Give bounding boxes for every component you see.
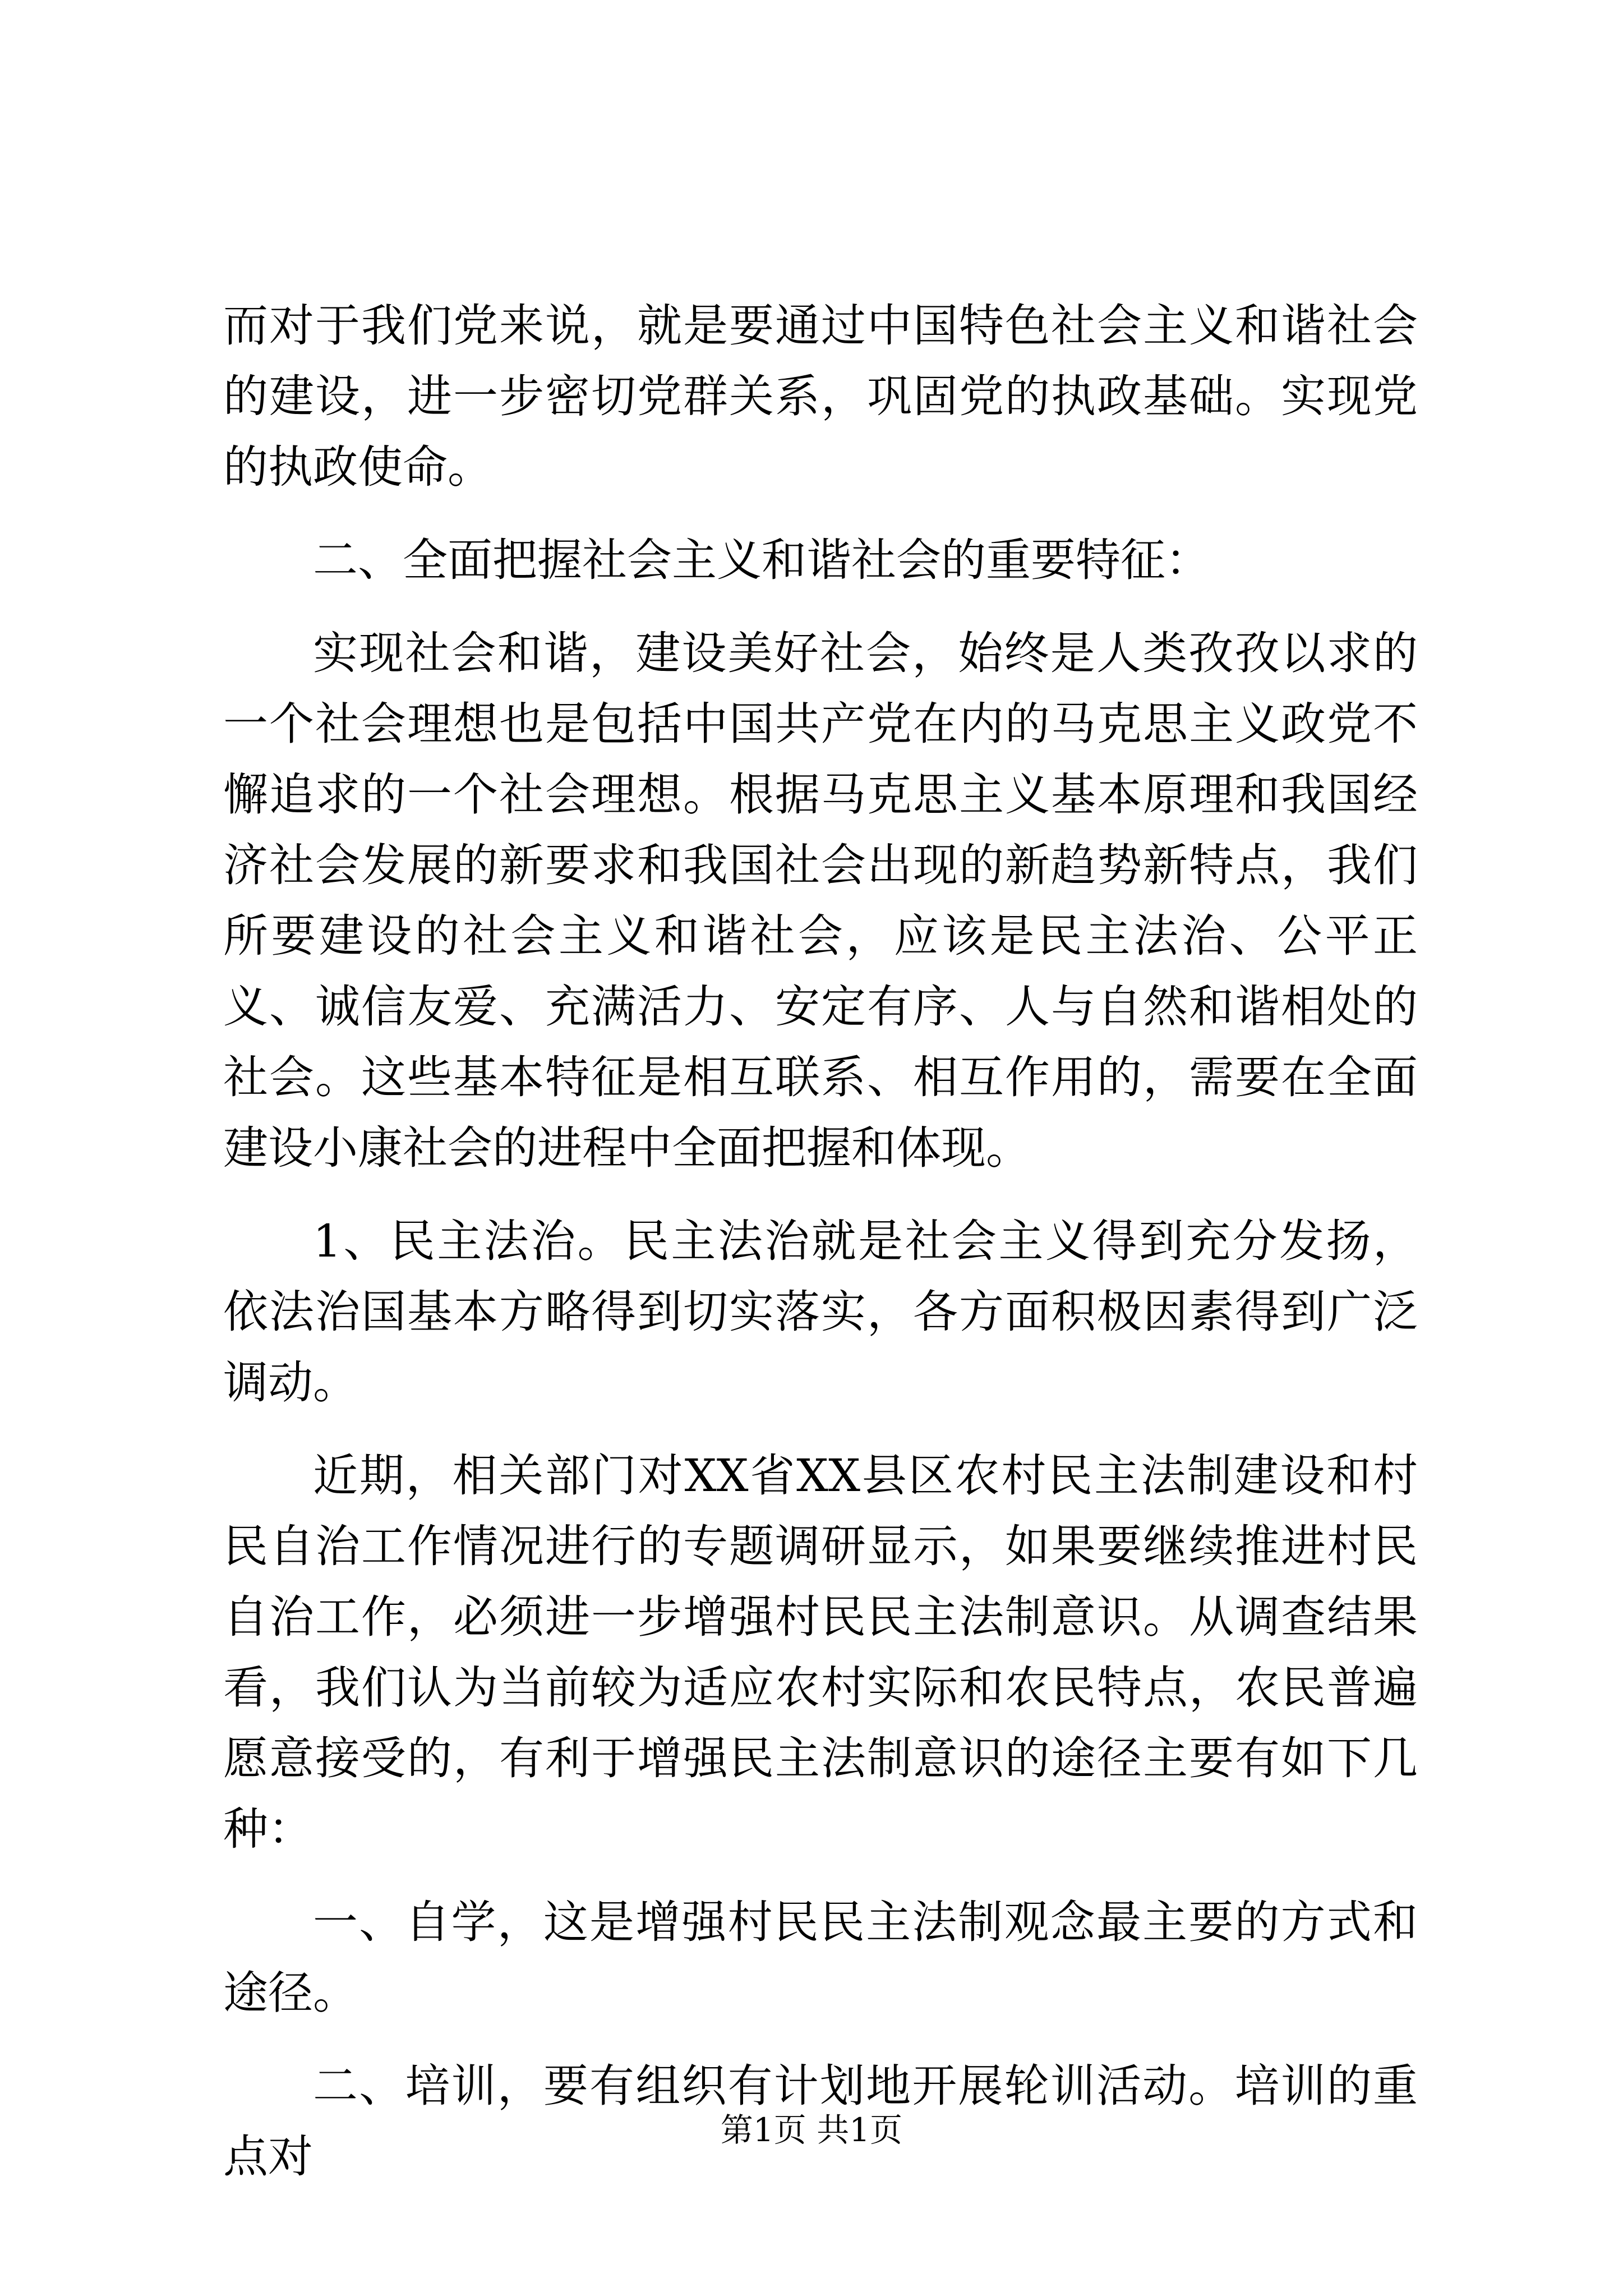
page-footer: 第1页 共1页 — [720, 2111, 903, 2149]
paragraph-democracy-rule-of-law: 1、民主法治。民主法治就是社会主义得到充分发扬，依法治国基本方略得到切实落实，各方面积极因素得到广泛调动。 — [223, 1215, 1418, 1409]
paragraph-continuation: 而对于我们党来说，就是要通过中国特色社会主义和谐社会的建设，进一步密切党群关系，巩固党的执政基础。实现党的执政使命。 — [223, 300, 1418, 493]
paragraph-survey: 近期，相关部门对XX省XX县区农村民主法制建设和村民自治工作情况进行的专题调研显示，如果要继续推进村民自治工作，必须进一步增强村民民主法制意识。从调查结果看，我们认为当前较为适应农村实际和农民特点，农民普遍愿意接受的，有利于增强民主法制意识的途径主要有如下几种： — [223, 1450, 1418, 1855]
list-item-training: 二、培训，要有组织有计划地开展轮训活动。培训的重点对 — [223, 2060, 1418, 2183]
document-body — [223, 291, 1418, 2215]
list-item-self-study: 一、自学，这是增强村民民主法制观念最主要的方式和途径。 — [223, 1896, 1418, 2019]
section-heading-2: 二、全面把握社会主义和谐社会的重要特征： — [313, 534, 1210, 586]
paragraph-social-harmony: 实现社会和谐，建设美好社会，始终是人类孜孜以求的一个社会理想也是包括中国共产党在内的马克思主义政党不懈追求的一个社会理想。根据马克思主义基本原理和我国经济社会发展的新要求和我国社会出现的新趋势新特点，我们所要建设的社会主义和谐社会，应该是民主法治、公平正义、诚信友爱、充满活力、安定有序、人与自然和谐相处的社会。这些基本特征是相互联系、相互作用的，需要在全面建设小康社会的进程中全面把握和体现。 — [223, 627, 1418, 1174]
